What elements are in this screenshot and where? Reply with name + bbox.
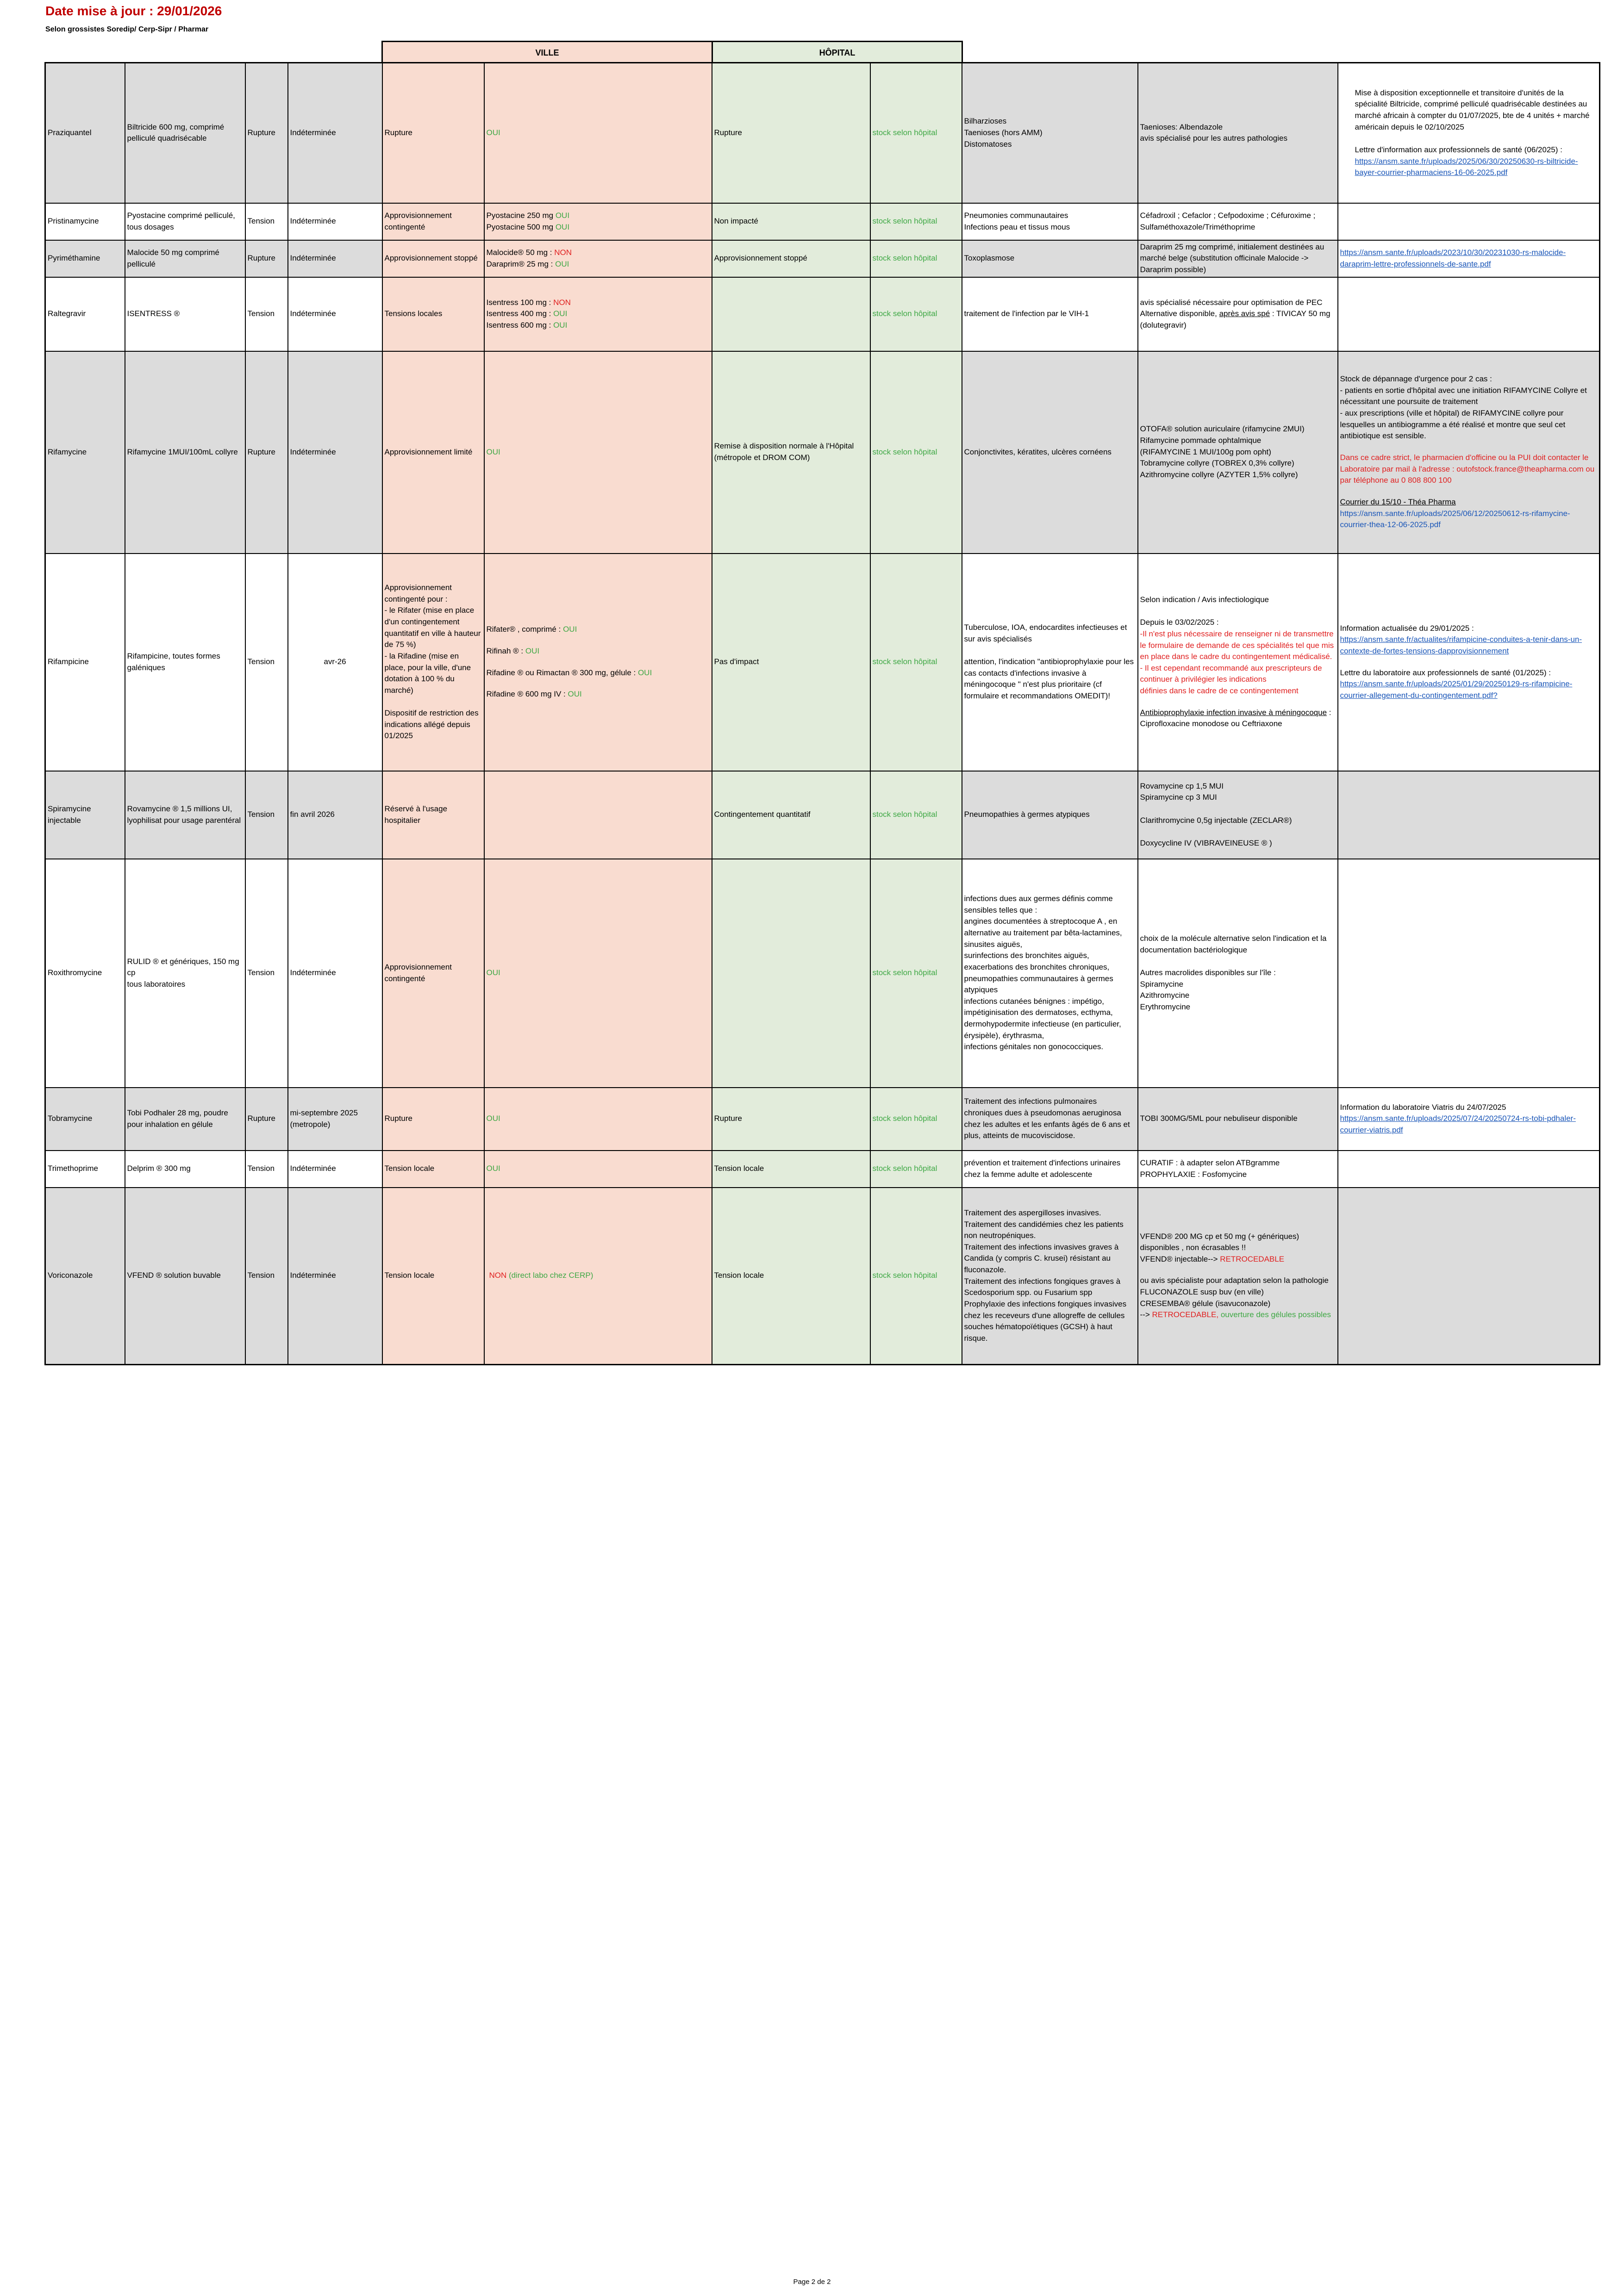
info-cell [1338,240,1600,277]
stock-line [487,667,710,679]
ville-stock-cell: OUI [484,859,712,1088]
hopital-stock-cell: stock selon hôpital [870,63,962,203]
ville-status-cell: Approvisionnement contingenté [382,859,484,1088]
ville-status-cell: Approvisionnement contingenté pour : - le Rifater (mise en place d'un contingentement quantitatif en ville à hauteur de 75 %) - la Rifadine (mise en place, pour la ville, d'une dotation à 100 % du marché) Dispositif de restriction des indications allégé depuis 01/2025 [382,554,484,771]
dci-cell: Praziquantel [45,63,125,203]
hopital-status-cell: Rupture [712,63,870,203]
info-cell [1338,859,1600,1088]
ville-status-cell: Approvisionnement contingenté [382,203,484,240]
ville-status-cell: Approvisionnement stoppé [382,240,484,277]
stock-line [487,308,710,320]
table-row [45,63,1600,203]
stock-note: (direct labo chez CERP) [509,1271,593,1280]
hopital-stock-cell: stock selon hôpital [870,240,962,277]
info-link[interactable]: https://ansm.sante.fr/uploads/2023/10/30/20231030-rs-malocide-daraprim-lettre-professionnels-de-sante.pdf [1340,248,1566,268]
table-row [45,240,1600,277]
alternative-cell: Céfadroxil ; Cefaclor ; Cefpodoxime ; Céfuroxime ; Sulfaméthoxazole/Triméthoprime [1138,203,1338,240]
indication-cell: Tuberculose, IOA, endocardites infectieuses et sur avis spécialisés attention, l'indication "antibioprophylaxie pour les cas contacts d'infections invasive à méningocoque " n'est plus prioritaire (cf formulaire et recommandations OMEDIT)! [962,554,1138,771]
date-cell: Indéterminée [288,1151,382,1188]
table-row [45,554,1600,771]
alternative-underlined: Antibioprophylaxie infection invasive à méningocoque [1140,708,1327,717]
info-text: Lettre du laboratoire aux professionnels de santé (01/2025) : [1340,668,1551,677]
stock-value: OUI [555,211,570,220]
hopital-stock-cell: stock selon hôpital [870,1088,962,1151]
table-row [45,351,1600,554]
ville-status-cell: Réservé à l'usage hospitalier [382,771,484,859]
dci-cell: Pristinamycine [45,203,125,240]
table-row [45,277,1600,351]
stock-value: OUI [553,309,568,318]
page-number: Page 2 de 2 [793,2278,831,2286]
stock-value: NON [553,298,571,307]
indication-cell: Pneumonies communautaires Infections peau et tissus mous [962,203,1138,240]
stock-line [487,646,710,657]
indication-cell: Toxoplasmose [962,240,1138,277]
status-cell: Tension [245,1151,288,1188]
alternative-text: Selon indication / Avis infectiologique Depuis le 03/02/2025 : [1140,595,1269,627]
hopital-status-cell: Contingentement quantitatif [712,771,870,859]
stock-value: OUI [555,222,570,231]
stock-line [487,247,710,259]
info-link[interactable]: https://ansm.sante.fr/actualites/rifampicine-conduites-a-tenir-dans-un-contexte-de-fortes-tensions-dapprovisionnement [1340,635,1582,655]
info-link[interactable]: https://ansm.sante.fr/uploads/2025/07/24/20250724-rs-tobi-pdhaler-courrier-viatris.pdf [1340,1114,1576,1134]
dci-cell: Rifampicine [45,554,125,771]
info-warning: Dans ce cadre strict, le pharmacien d'officine ou la PUI doit contacter le Laboratoire par mail à l'adresse : outofstock.france@theapharma.com ou par téléphone au 0 808 800 100 [1340,453,1595,485]
section-header [381,41,963,65]
dci-cell: Voriconazole [45,1188,125,1365]
stock-line [487,222,710,233]
specialty-cell: Rifampicine, toutes formes galéniques [125,554,245,771]
status-cell: Rupture [245,63,288,203]
date-cell: Indéterminée [288,63,382,203]
stock-label: Rifadine ® 600 mg IV : [486,690,566,699]
indication-cell: infections dues aux germes définis comme sensibles telles que : angines documentées à streptocoque A , en alternative au traitement par bêta-lactamines, sinusites aiguës, surinfections des bronchites aiguës, exacerbations des bronchites chroniques, pneumopathies communautaires à germes atypiques infections cutanées bénignes : impétigo, impétiginisation des dermatoses, ecthyma, dermohypodermite infectieuse (en particulier, érysipèle), érythrasma, infections génitales non gonococciques. [962,859,1138,1088]
info-cell [1338,554,1600,771]
indication-cell: Conjonctivites, kératites, ulcères cornéens [962,351,1138,554]
alternative-text: Alternative disponible, [1140,309,1217,318]
alternative-cell: Rovamycine cp 1,5 MUI Spiramycine cp 3 MUI Clarithromycine 0,5g injectable (ZECLAR®) Doxycycline IV (VIBRAVEINEUSE ® ) [1138,771,1338,859]
date-cell: mi-septembre 2025 (metropole) [288,1088,382,1151]
specialty-cell: VFEND ® solution buvable [125,1188,245,1365]
info-cell [1338,203,1600,240]
table-row [45,1088,1600,1151]
stock-label: Rifadine ® ou Rimactan ® 300 mg, gélule : [486,668,636,677]
indication-cell: traitement de l'infection par le VIH-1 [962,277,1138,351]
table-row [45,1151,1600,1188]
date-cell: Indéterminée [288,859,382,1088]
indication-cell: Pneumopathies à germes atypiques [962,771,1138,859]
dci-cell: Rifamycine [45,351,125,554]
alternative-text: VFEND® 200 MG cp et 50 mg (+ génériques) disponibles , non écrasables !! VFEND® injectable--> [1140,1232,1299,1263]
header-ville: VILLE [382,42,712,64]
status-cell: Tension [245,554,288,771]
stock-value: OUI [563,625,577,634]
status-cell: Tension [245,203,288,240]
alternative-warning: -Il n'est plus nécessaire de renseigner ni de transmettre le formulaire de demande de ces spécialités tel que mis en place dans le cadre du contingentement médicalisé. - Il est cependant recommandé aux prescripteurs de continuer à privilégier les indications définies dans le cadre de ce contingentement [1140,629,1334,696]
header-hopital: HÔPITAL [712,42,962,64]
status-cell: Tension [245,859,288,1088]
specialty-cell: RULID ® et génériques, 150 mg cp tous laboratoires [125,859,245,1088]
specialty-cell: Pyostacine comprimé pelliculé, tous dosages [125,203,245,240]
info-cell [1338,1188,1600,1365]
status-cell: Tension [245,277,288,351]
ville-stock-cell: OUI [484,1151,712,1188]
stock-value: OUI [525,646,540,655]
hopital-status-cell: Rupture [712,1088,870,1151]
table-row [45,859,1600,1088]
ville-status-cell: Rupture [382,1088,484,1151]
stock-value: OUI [553,320,568,330]
status-cell: Tension [245,1188,288,1365]
date-cell: Indéterminée [288,203,382,240]
hopital-stock-cell: stock selon hôpital [870,1188,962,1365]
info-text: Mise à disposition exceptionnelle et transitoire d'unités de la spécialité Biltricide, comprimé pelliculé quadrisécable destinées au marché africain à compter du 01/07/2025, bte de 4 unités + marché américain depuis le 02/10/2025 Lettre d'information aux professionnels de santé (06/2025) : [1355,88,1590,154]
alternative-cell: choix de la molécule alternative selon l'indication et la documentation bactériologique Autres macrolides disponibles sur l'île : Spiramycine Azithromycine Erythromycine [1138,859,1338,1088]
alternative-warning: RETROCEDABLE, [1152,1310,1219,1319]
ville-stock-cell [484,1188,712,1365]
info-cell [1338,277,1600,351]
indication-cell: Traitement des aspergilloses invasives. Traitement des candidémies chez les patients non neutropéniques. Traitement des infections invasives graves à Candida (y compris C. krusei) résistant au fluconazole. Traitement des infections fongiques graves à Scedosporium spp. ou Fusarium spp Prophylaxie des infections fongiques invasives chez les receveurs d'une allogreffe de cellules souches hématopoïétiques (GCSH) à haut risque. [962,1188,1138,1365]
alternative-cell [1138,1188,1338,1365]
specialty-cell: ISENTRESS ® [125,277,245,351]
alternative-note: ouverture des gélules possibles [1220,1310,1331,1319]
ville-status-cell: Tensions locales [382,277,484,351]
hopital-status-cell: Non impacté [712,203,870,240]
alternative-text: : Ciprofloxacine monodose ou Ceftriaxone [1140,708,1331,728]
hopital-stock-cell: stock selon hôpital [870,203,962,240]
hopital-status-cell: Pas d'impact [712,554,870,771]
alternative-cell [1138,554,1338,771]
alternative-warning: RETROCEDABLE [1220,1254,1285,1263]
hopital-status-cell: Tension locale [712,1188,870,1365]
stock-label: Malocide® 50 mg : [486,248,552,257]
status-cell: Rupture [245,351,288,554]
alternative-cell: OTOFA® solution auriculaire (rifamycine 2MUI) Rifamycine pommade ophtalmique (RIFAMYCINE 1 MUI/100g pom opht) Tobramycine collyre (TOBREX 0,3% collyre) Azithromycine collyre (AZYTER 1,5% collyre) [1138,351,1338,554]
hopital-status-cell: Approvisionnement stoppé [712,240,870,277]
info-cell [1338,1088,1600,1151]
stock-label: Isentress 400 mg : [486,309,551,318]
hopital-stock-cell: stock selon hôpital [870,1151,962,1188]
ville-stock-cell: OUI [484,1088,712,1151]
alternative-text: ou avis spécialiste pour adaptation selon la pathologie FLUCONAZOLE susp buv (en ville) CRESEMBA® gélule (isavuconazole) --> [1140,1276,1329,1319]
hopital-stock-cell: stock selon hôpital [870,351,962,554]
dci-cell: Pyriméthamine [45,240,125,277]
stock-value: OUI [637,668,652,677]
info-link[interactable]: https://ansm.sante.fr/uploads/2025/06/12/20250612-rs-rifamycine-courrier-thea-12-06-2025.pdf [1340,509,1570,529]
date-cell: avr-26 [288,554,382,771]
specialty-cell: Rifamycine 1MUI/100mL collyre [125,351,245,554]
hopital-stock-cell: stock selon hôpital [870,277,962,351]
alternative-text: avis spécialisé nécessaire pour optimisation de PEC [1140,298,1323,307]
dci-cell: Tobramycine [45,1088,125,1151]
table-row [45,771,1600,859]
alternative-cell [1138,277,1338,351]
dci-cell: Roxithromycine [45,859,125,1088]
hopital-status-cell: Remise à disposition normale à l'Hôpital (métropole et DROM COM) [712,351,870,554]
info-cell [1338,771,1600,859]
date-cell: Indéterminée [288,1188,382,1365]
stock-label: Rifinah ® : [486,646,524,655]
ville-stock-cell [484,554,712,771]
status-cell: Rupture [245,1088,288,1151]
info-cell [1338,351,1600,554]
ville-stock-cell [484,240,712,277]
date-cell: Indéterminée [288,277,382,351]
info-text: Information actualisée du 29/01/2025 : [1340,623,1474,633]
stock-label: Isentress 100 mg : [486,298,551,307]
hopital-stock-cell: stock selon hôpital [870,859,962,1088]
stock-line [487,297,710,309]
indication-cell: Traitement des infections pulmonaires chroniques dues à pseudomonas aeruginosa chez les adultes et les enfants âgés de 6 ans et plus, atteints de mucoviscidose. [962,1088,1138,1151]
info-link[interactable]: https://ansm.sante.fr/uploads/2025/01/29/20250129-rs-rifampicine-courrier-allegement-du-contingentement.pdf? [1340,679,1573,700]
ville-status-cell: Rupture [382,63,484,203]
stock-value: OUI [568,690,582,699]
alternative-cell: Taenioses: Albendazole avis spécialisé pour les autres pathologies [1138,63,1338,203]
stock-value: NON [554,248,572,257]
shortage-table [44,62,1600,1365]
specialty-cell: Tobi Podhaler 28 mg, poudre pour inhalation en gélule [125,1088,245,1151]
ville-status-cell: Tension locale [382,1151,484,1188]
info-text: Information du laboratoire Viatris du 24/07/2025 [1340,1102,1506,1112]
specialty-cell: Malocide 50 mg comprimé pelliculé [125,240,245,277]
ville-status-cell: Tension locale [382,1188,484,1365]
status-cell: Tension [245,771,288,859]
info-cell [1338,1151,1600,1188]
dci-cell: Trimethoprime [45,1151,125,1188]
alternative-underlined: après avis spé [1219,309,1270,318]
hopital-status-cell [712,277,870,351]
table-row [45,203,1600,240]
ville-status-cell: Approvisionnement limité [382,351,484,554]
stock-line [487,624,710,635]
indication-cell: Bilharzioses Taenioses (hors AMM) Distomatoses [962,63,1138,203]
stock-line [487,210,710,222]
stock-label: Pyostacine 250 mg [486,211,554,220]
dci-cell: Spiramycine injectable [45,771,125,859]
ville-stock-cell [484,771,712,859]
date-cell: fin avril 2026 [288,771,382,859]
table-row [45,1188,1600,1365]
stock-line [487,259,710,270]
status-cell: Rupture [245,240,288,277]
info-title: Courrier du 15/10 - Théa Pharma [1340,497,1456,506]
date-cell: Indéterminée [288,240,382,277]
specialty-cell: Rovamycine ® 1,5 millions UI, lyophilisat pour usage parentéral [125,771,245,859]
specialty-cell: Delprim ® 300 mg [125,1151,245,1188]
stock-label: Isentress 600 mg : [486,320,551,330]
source-note: Selon grossistes Soredip/ Cerp-Sipr / Pharmar [45,25,209,33]
hopital-stock-cell: stock selon hôpital [870,771,962,859]
date-cell: Indéterminée [288,351,382,554]
stock-value: OUI [555,259,569,268]
specialty-cell: Biltricide 600 mg, comprimé pelliculé quadrisécable [125,63,245,203]
ville-stock-cell [484,277,712,351]
stock-line [487,689,710,700]
stock-label: Pyostacine 500 mg [486,222,554,231]
stock-value: NON [489,1271,507,1280]
ville-stock-cell: OUI [484,63,712,203]
ville-stock-cell: OUI [484,351,712,554]
hopital-stock-cell: stock selon hôpital [870,554,962,771]
indication-cell: prévention et traitement d'infections urinaires chez la femme adulte et adolescente [962,1151,1138,1188]
stock-label: Daraprim® 25 mg : [486,259,553,268]
info-link[interactable]: https://ansm.sante.fr/uploads/2025/06/30/20250630-rs-biltricide-bayer-courrier-pharmaciens-16-06-2025.pdf [1355,156,1578,177]
info-text: Stock de dépannage d'urgence pour 2 cas : - patients en sortie d'hôpital avec une initiation RIFAMYCINE Collyre et nécessitant une poursuite de traitement - aux prescriptions (ville et hôpital) de RIFAMYCINE collyre pour lesquelles un antibiogramme a été réalisé et montre que seul cet antibiotique est sensible. [1340,374,1587,441]
info-cell [1338,63,1600,203]
hopital-status-cell: Tension locale [712,1151,870,1188]
stock-label: Rifater® , comprimé : [486,625,561,634]
stock-line [487,320,710,331]
alternative-cell: Daraprim 25 mg comprimé, initialement destinées au marché belge (substitution officinale Malocide -> Daraprim possible) [1138,240,1338,277]
alternative-text: : TIVICAY 50 mg (dolutegravir) [1140,309,1330,330]
ville-stock-cell [484,203,712,240]
alternative-cell: CURATIF : à adapter selon ATBgramme PROPHYLAXIE : Fosfomycine [1138,1151,1338,1188]
dci-cell: Raltegravir [45,277,125,351]
alternative-cell: TOBI 300MG/5ML pour nebuliseur disponible [1138,1088,1338,1151]
update-date: Date mise à jour : 29/01/2026 [45,4,222,18]
hopital-status-cell [712,859,870,1088]
